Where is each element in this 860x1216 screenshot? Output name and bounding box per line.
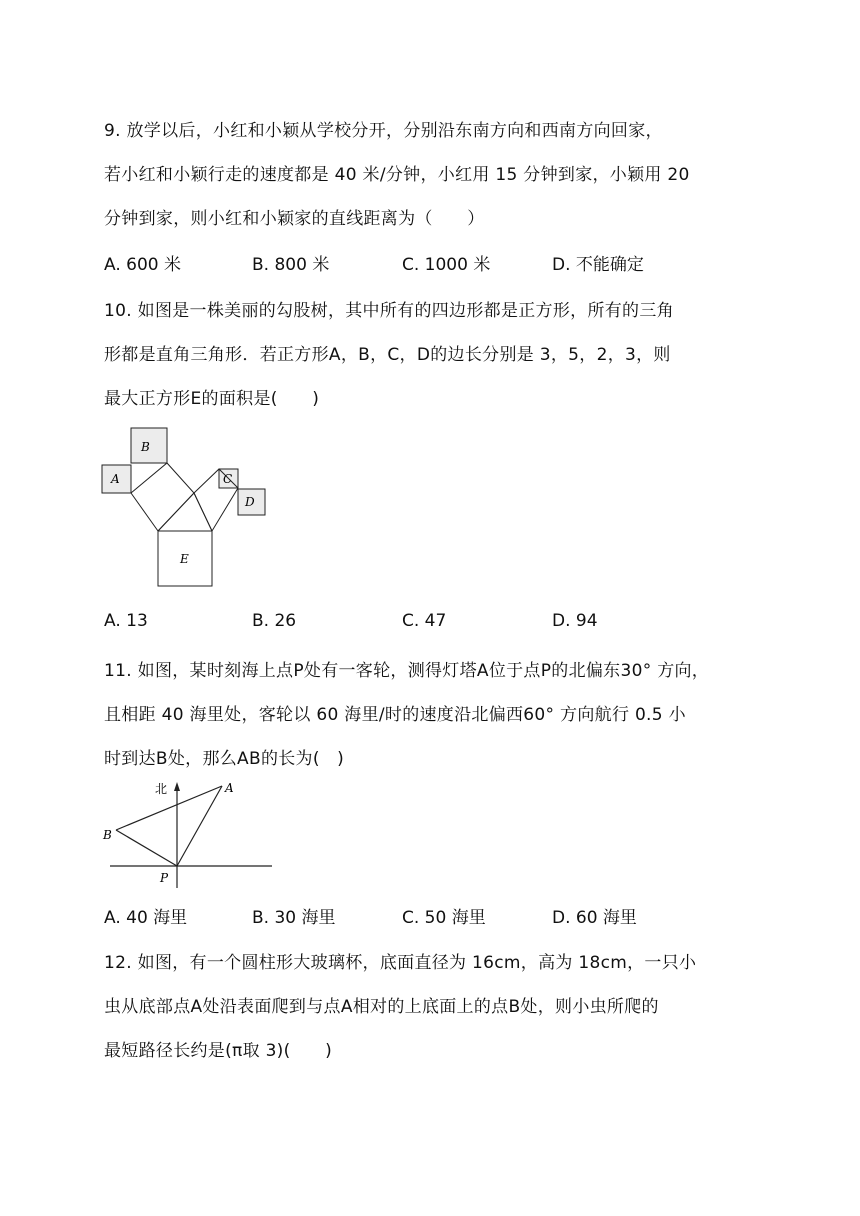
q9-line-1: 9. 放学以后，小红和小颖从学校分开，分别沿东南方向和西南方向回家， <box>104 121 663 141</box>
pythagorean-tree-figure <box>96 420 276 595</box>
segment-ab <box>116 786 222 830</box>
bearing-figure <box>98 776 278 894</box>
label-p: P <box>160 871 169 885</box>
q10-line-3: 最大正方形E的面积是( ) <box>104 389 320 409</box>
q9-line-3: 分钟到家，则小红和小颖家的直线距离为（ ） <box>104 209 485 229</box>
q11-option-a[interactable]: A. 40 海里 <box>104 908 188 928</box>
segment-pb <box>116 830 177 866</box>
q11-line-1: 11. 如图，某时刻海上点P处有一客轮，测得灯塔A位于点P的北偏东30° 方向， <box>104 661 710 681</box>
q10-option-d[interactable]: D. 94 <box>552 611 598 631</box>
top-right-triangle <box>158 493 212 531</box>
north-arrow-icon <box>174 782 180 791</box>
q10-line-1: 10. 如图是一株美丽的勾股树，其中所有的四边形都是正方形，所有的三角 <box>104 301 674 321</box>
q11-line-3: 时到达B处，那么AB的长为( ) <box>104 749 345 769</box>
label-e: E <box>180 552 189 566</box>
label-b: B <box>103 828 112 842</box>
q9-line-2: 若小红和小颖行走的速度都是 40 米/分钟，小红用 15 分钟到家，小颖用 20 <box>104 165 690 185</box>
q11-option-c[interactable]: C. 50 海里 <box>402 908 486 928</box>
square-left-mid <box>131 463 194 531</box>
q12-line-3: 最短路径长约是(π取 3)( ) <box>104 1041 333 1061</box>
q10-line-2: 形都是直角三角形．若正方形A，B，C，D的边长分别是 3，5，2，3，则 <box>104 345 671 365</box>
q12-line-1: 12. 如图，有一个圆柱形大玻璃杯，底面直径为 16cm，高为 18cm，一只小 <box>104 953 697 973</box>
q10-option-a[interactable]: A. 13 <box>104 611 148 631</box>
q9-option-b[interactable]: B. 800 米 <box>252 255 330 275</box>
q10-option-b[interactable]: B. 26 <box>252 611 297 631</box>
label-b: B <box>141 440 150 454</box>
q12-line-2: 虫从底部点A处沿表面爬到与点A相对的上底面上的点B处，则小虫所爬的 <box>104 997 659 1017</box>
q10-option-c[interactable]: C. 47 <box>402 611 447 631</box>
q9-option-d[interactable]: D. 不能确定 <box>552 255 644 275</box>
segment-pa <box>177 786 222 866</box>
label-north: 北 <box>155 782 168 796</box>
q11-line-2: 且相距 40 海里处，客轮以 60 海里/时的速度沿北偏西60° 方向航行 0.5 小 <box>104 705 686 725</box>
label-c: C <box>223 472 233 486</box>
q9-option-c[interactable]: C. 1000 米 <box>402 255 491 275</box>
q11-option-d[interactable]: D. 60 海里 <box>552 908 637 928</box>
q9-option-a[interactable]: A. 600 米 <box>104 255 181 275</box>
q11-option-b[interactable]: B. 30 海里 <box>252 908 336 928</box>
label-a: A <box>225 781 234 795</box>
label-a: A <box>111 472 120 486</box>
label-d: D <box>245 495 255 509</box>
